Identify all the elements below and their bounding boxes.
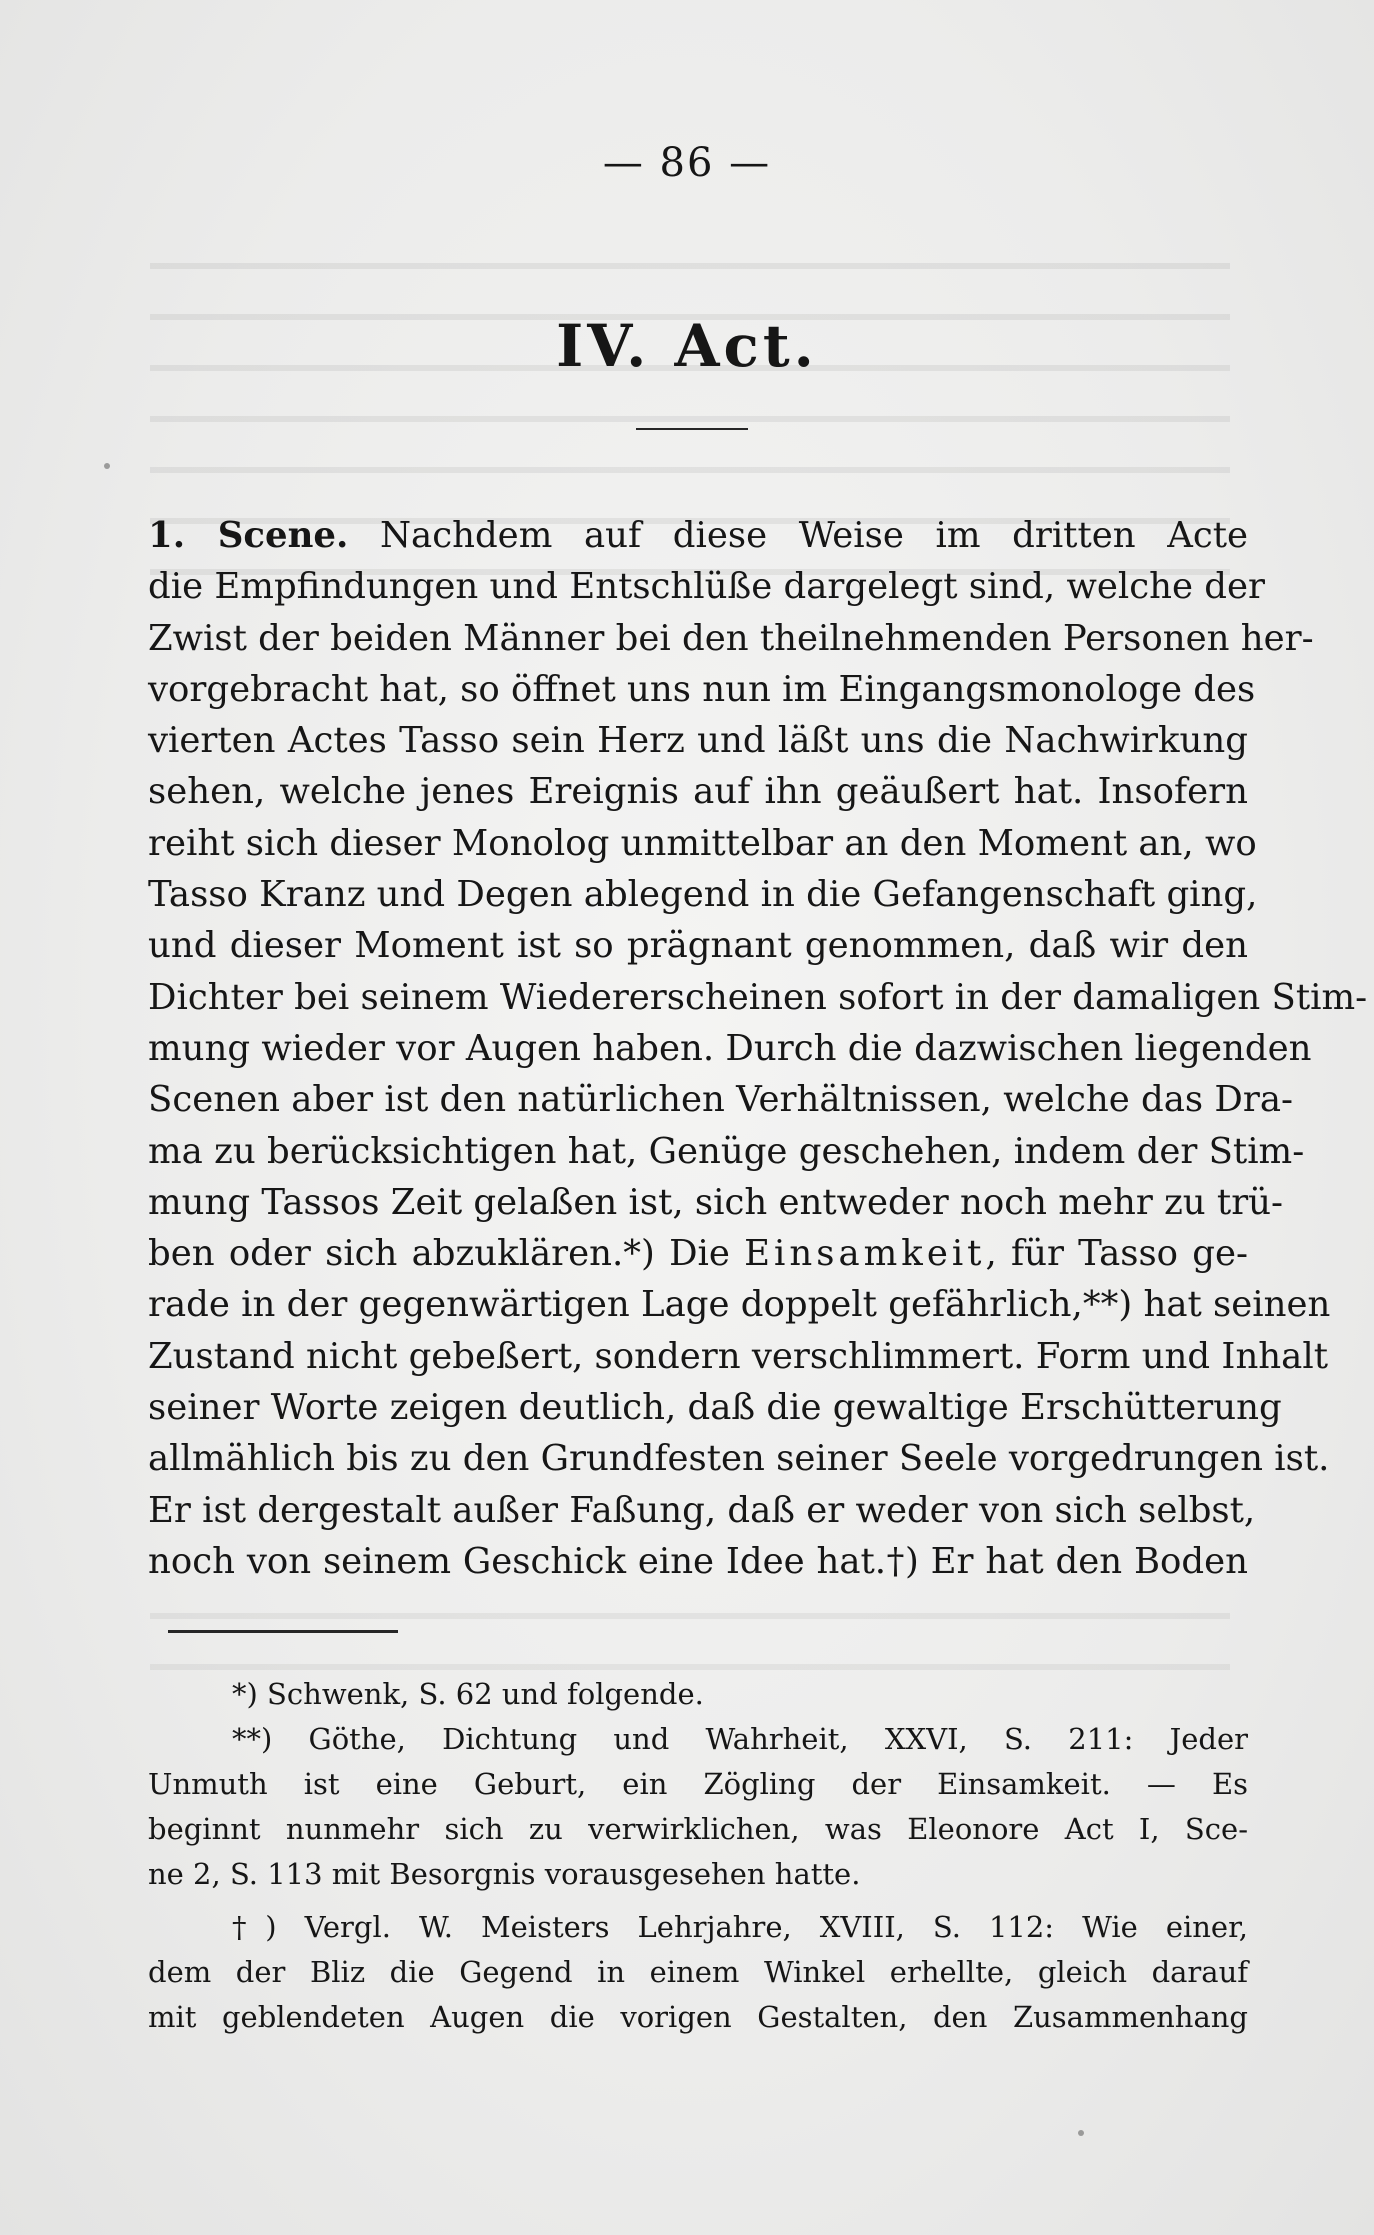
footnote-line: Unmuth ist eine Geburt, ein Zögling der Einsamkeit. — Es xyxy=(148,1767,1248,1801)
body-line: mung wieder vor Augen haben. Durch die dazwischen liegenden xyxy=(148,1027,1312,1069)
footnote-gap xyxy=(148,1897,1248,1905)
body-line: Scenen aber ist den natürlichen Verhältnissen, welche das Dra- xyxy=(148,1079,1293,1121)
act-title: IV. Act. xyxy=(556,312,818,380)
body-line: ma zu berücksichtigen hat, Genüge geschehen, indem der Stim- xyxy=(148,1130,1305,1172)
body-line: Tasso Kranz und Degen ablegend in die Gefangenschaft ging, xyxy=(148,874,1258,916)
body-line: Zustand nicht gebeßert, sondern verschlimmert. Form und Inhalt xyxy=(148,1335,1328,1377)
body-line-text: , für Tasso ge- xyxy=(985,1233,1248,1275)
body-line: seiner Worte zeigen deutlich, daß die gewaltige Erschütterung xyxy=(148,1387,1282,1429)
body-line: sehen, welche jenes Ereignis auf ihn geäußert hat. Insofern xyxy=(148,771,1248,813)
paper-speck xyxy=(104,463,110,469)
scene-label: 1. Scene. xyxy=(148,515,349,556)
body-line: Zwist der beiden Männer bei den theilnehmenden Personen her- xyxy=(148,617,1314,659)
footnote-line: †) Vergl. W. Meisters Lehrjahre, XVIII, S. 112: Wie einer, xyxy=(232,1910,1248,1944)
footnote-line: mit geblendeten Augen die vorigen Gestalten, den Zusammenhang xyxy=(148,2000,1248,2034)
body-line: rade in der gegenwärtigen Lage doppelt gefährlich,**) hat seinen xyxy=(148,1284,1331,1326)
body-line: Er ist dergestalt außer Faßung, daß er weder von sich selbst, xyxy=(148,1489,1256,1531)
footnote-2 xyxy=(148,1717,1248,1897)
body-line: und dieser Moment ist so prägnant genommen, daß wir den xyxy=(148,925,1248,967)
body-line: vorgebracht hat, so öffnet uns nun im Eingangsmonologe des xyxy=(148,668,1256,710)
footnote-line: beginnt nunmehr sich zu verwirklichen, was Eleonore Act I, Sce- xyxy=(148,1812,1248,1846)
body-line: allmählich bis zu den Grundfesten seiner Seele vorgedrungen ist. xyxy=(148,1438,1330,1480)
footnote-1 xyxy=(148,1672,1248,1717)
body-line-text: Nachdem auf diese Weise im dritten Acte xyxy=(379,515,1248,556)
body-line: mung Tassos Zeit gelaßen ist, sich entweder noch mehr zu trü- xyxy=(148,1181,1284,1223)
body-line: Dichter bei seinem Wiedererscheinen sofort in der damaligen Stim- xyxy=(148,976,1368,1018)
title-rule xyxy=(636,428,748,430)
body-line xyxy=(148,1228,1248,1279)
footnote-3 xyxy=(148,1905,1248,2040)
footnote-rule xyxy=(168,1630,398,1633)
paper-speck xyxy=(1078,2130,1084,2136)
footnote-line: ne 2, S. 113 mit Besorgnis vorausgesehen hatte. xyxy=(148,1857,861,1891)
footnotes xyxy=(148,1672,1248,2040)
footnote-line: *) Schwenk, S. 62 und folgende. xyxy=(232,1677,704,1711)
body-line: die Empfindungen und Entschlüße dargelegt sind, welche der xyxy=(148,566,1265,608)
spaced-emphasis: Einsamkeit xyxy=(744,1233,986,1275)
page-number: — 86 — xyxy=(602,140,772,186)
body-text xyxy=(148,510,1368,1587)
body-line: reiht sich dieser Monolog unmittelbar an den Moment an, wo xyxy=(148,822,1257,864)
body-line-text: ben oder sich abzuklären.*) Die xyxy=(148,1233,730,1275)
body-line: noch von seinem Geschick eine Idee hat.†) Er hat den Boden xyxy=(148,1540,1248,1582)
footnote-line: **) Göthe, Dichtung und Wahrheit, XXVI, S. 211: Jeder xyxy=(232,1722,1248,1756)
footnote-line: dem der Bliz die Gegend in einem Winkel erhellte, gleich darauf xyxy=(148,1955,1248,1989)
body-line xyxy=(148,510,1248,561)
body-line: vierten Actes Tasso sein Herz und läßt uns die Nachwirkung xyxy=(148,720,1248,762)
